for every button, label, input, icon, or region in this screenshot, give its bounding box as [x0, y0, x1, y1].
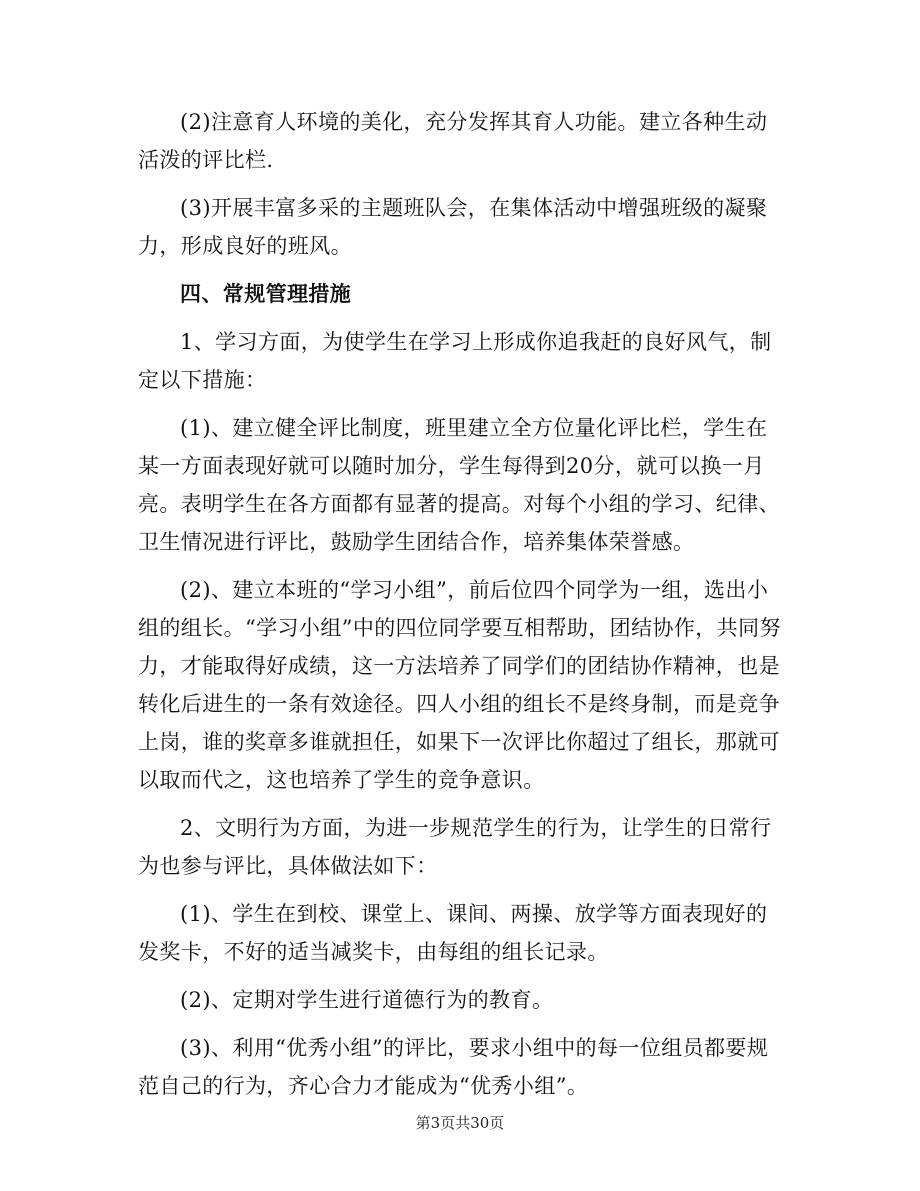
- paragraph-reward-cards: (1)、学生在到校、课堂上、课间、两操、放学等方面表现好的发奖卡，不好的适当减奖卡，由每组的组长记录。: [138, 902, 768, 964]
- paragraph-class-meeting: (3)开展丰富多采的主题班队会，在集体活动中增强班级的凝聚力，形成良好的班风。: [138, 196, 768, 258]
- paragraph-study-group: (2)、建立本班的“学习小组”，前后位四个同学为一组，选出小组的组长。“学习小组”中的四位同学要互相帮助，团结协作，共同努力，才能取得好成绩，这一方法培养了同学们的团结协作精神，也是转化后进生的一条有效途径。四人小组的组长不是终身制，而是竞争上岗，谁的奖章多谁就担任，如果下一次评比你超过了组长，那就可以取而代之，这也培养了学生的竞争意识。: [138, 578, 781, 792]
- paragraph-excellent-group: (3)、利用“优秀小组”的评比，要求小组中的每一位组员都要规范自己的行为，齐心合力才能成为“优秀小组”。: [138, 1036, 769, 1098]
- paragraph-evaluation-system: (1)、建立健全评比制度，班里建立全方位量化评比栏，学生在某一方面表现好就可以随时加分，学生每得到20分，就可以换一月亮。表明学生在各方面都有显著的提高。对每个小组的学习、纪律、卫生情况进行评比，鼓励学生团结合作，培养集体荣誉感。: [138, 416, 780, 554]
- paragraph-study-aspect: 1、学习方面，为使学生在学习上形成你追我赶的良好风气，制定以下措施：: [138, 330, 772, 392]
- document-body: [138, 103, 788, 1115]
- paragraph-environment: (2)注意育人环境的美化，充分发挥其育人功能。建立各种生动活泼的评比栏.: [138, 110, 768, 172]
- page-number-footer: 第3页共30页: [415, 1114, 505, 1132]
- section-heading-routine-management: 四、常规管理措施: [180, 282, 352, 306]
- paragraph-moral-education: (2)、定期对学生进行道德行为的教育。: [180, 988, 554, 1012]
- paragraph-civil-behavior: 2、文明行为方面，为进一步规范学生的行为，让学生的日常行为也参与评比，具体做法如下：: [138, 816, 772, 878]
